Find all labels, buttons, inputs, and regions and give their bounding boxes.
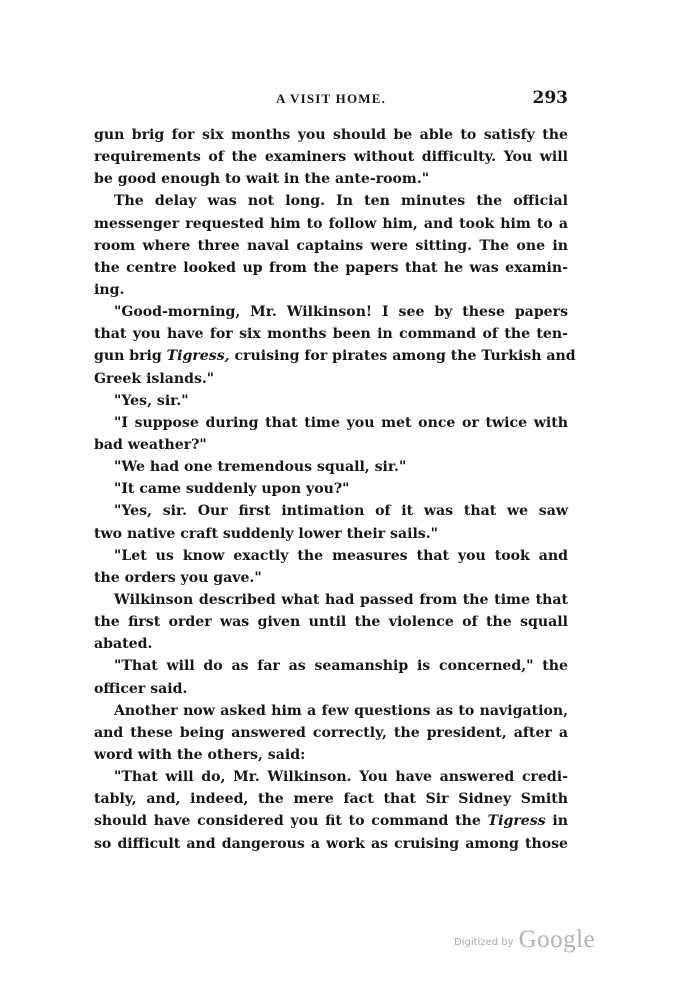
text-line: "Yes, sir. Our first intimation of it was that we saw: [114, 503, 568, 520]
text-line: "Good-morning, Mr. Wilkinson! I see by these papers: [114, 304, 568, 321]
text-line: tably, and, indeed, the mere fact that Sir Sidney Smith: [94, 791, 568, 808]
text-line: "That will do as far as seamanship is concerned," the: [114, 658, 568, 675]
text-line: abated.: [94, 636, 153, 653]
text-line: be good enough to wait in the ante-room.": [94, 171, 430, 188]
text-line: and these being answered correctly, the president, after a: [94, 724, 568, 741]
digitized-watermark: [454, 926, 604, 954]
page-number: 293: [532, 88, 568, 108]
text-line: "I suppose during that time you met once or twice with: [114, 414, 568, 431]
text-line: the orders you gave.": [94, 569, 262, 586]
text-line: requirements of the examiners without difficulty. You will: [94, 149, 568, 166]
text-line: bad weather?": [94, 436, 207, 453]
text-line: "Yes, sir.": [114, 392, 189, 409]
text-line: room where three naval captains were sitting. The one in: [94, 237, 568, 254]
text-line: officer said.: [94, 680, 188, 697]
ship-name: Tigress: [487, 813, 546, 830]
text-segment: gun brig: [94, 348, 162, 365]
text-line: messenger requested him to follow him, and took him to a: [94, 215, 568, 232]
text-line: Greek islands.": [94, 370, 215, 387]
text-line: "That will do, Mr. Wilkinson. You have answered credi-: [114, 769, 568, 786]
text-line: "Let us know exactly the measures that you took and: [114, 547, 568, 564]
text-line: Another now asked him a few questions as to navigation,: [114, 702, 568, 719]
text-line: The delay was not long. In ten minutes the official: [114, 193, 568, 210]
text-line: gun brig for six months you should be able to satisfy the: [94, 127, 568, 143]
text-line: ing.: [94, 281, 125, 298]
text-line: Wilkinson described what had passed from the time that: [114, 591, 568, 608]
watermark-prefix: Digitized by: [454, 937, 514, 948]
google-logo: Google: [518, 926, 596, 953]
text-line: word with the others, said:: [94, 746, 306, 763]
ship-name: Tigress,: [166, 348, 230, 365]
text-line: that you have for six months been in command of the ten-: [94, 326, 568, 343]
text-line: [94, 810, 568, 832]
text-line: two native craft suddenly lower their sails.": [94, 525, 438, 542]
page-header: [94, 88, 568, 112]
running-head: A VISIT HOME.: [275, 91, 387, 106]
text-line: so difficult and dangerous a work as cruising among those: [94, 835, 568, 852]
text-segment: should have considered you fit to command the: [94, 813, 481, 830]
body-text: [94, 124, 576, 855]
text-line: [94, 345, 576, 367]
text-line: the first order was given until the violence of the squall: [94, 614, 568, 631]
text-segment: in: [552, 813, 568, 830]
text-line: the centre looked up from the papers that he was examin-: [94, 259, 568, 276]
text-line: "It came suddenly upon you?": [114, 481, 350, 498]
text-line: "We had one tremendous squall, sir.": [114, 459, 407, 476]
text-segment: cruising for pirates among the Turkish and: [234, 348, 576, 365]
